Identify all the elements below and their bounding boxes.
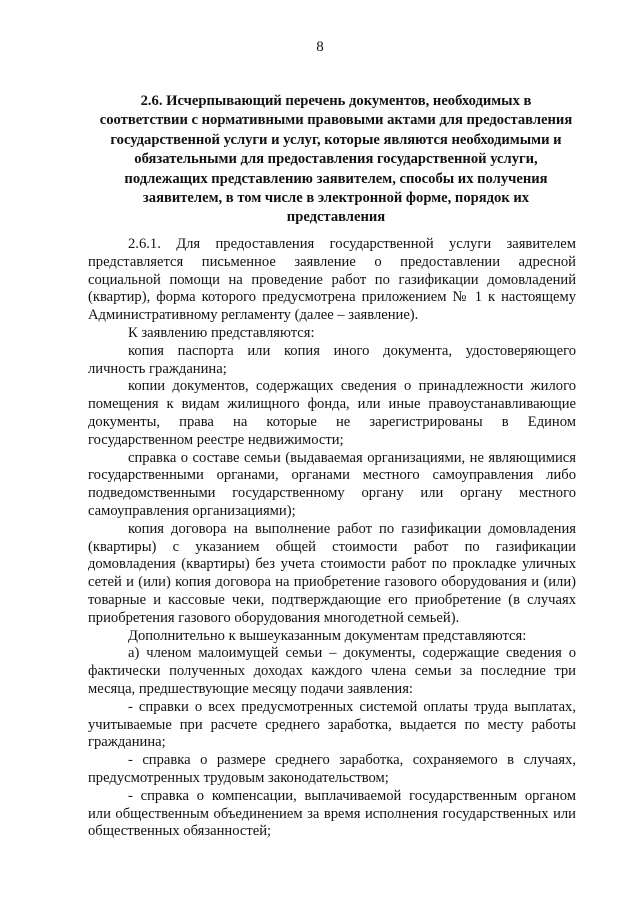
paragraph-attachments-intro: К заявлению представляются: <box>128 324 315 341</box>
page-number: 8 <box>316 39 324 55</box>
paragraph-gasification-contract: копия договора на выполнение работ по газификации домовладения (квартиры) с указанием общей стоимости работ по газификации домовладения (квартиры) без учета стоимости работ по прокладке уличных сетей и (или) копия договора на приобретение газового оборудования и (или) товарные и кассовые чеки, подтверждающие его приобретение (в случаях приобретения газового оборудования многодетной семьей). <box>88 520 576 626</box>
section-body <box>88 236 576 841</box>
paragraph-low-income-family: а) членом малоимущей семьи – документы, содержащие сведения о фактически полученных доходах каждого члена семьи за последние три месяца, предшествующие месяцу подачи заявления: <box>88 645 576 697</box>
paragraph-average-salary: - справка о размере среднего заработка, сохраняемого в случаях, предусмотренных трудовым законодательством; <box>88 752 576 786</box>
paragraph-salary-certificates: - справки о всех предусмотренных системой оплаты труда выплатах, учитываемые при расчете среднего заработка, выдается по месту работы гражданина; <box>88 698 576 751</box>
paragraph-2-6-1: 2.6.1. Для предоставления государственной услуги заявителем представляется письменное заявление о предоставлении адресной социальной помощи на проведение работ по газификации домовладений (квартир), форма которого предусмотрена приложением № 1 к настоящему Административному регламенту (далее – заявление). <box>88 236 576 324</box>
paragraph-housing-documents: копии документов, содержащих сведения о принадлежности жилого помещения к видам жилищного фонда, или иные правоустанавливающие документы, права на которые не зарегистрированы в Едином государственном реестре недвижимости; <box>88 378 576 448</box>
paragraph-passport-copy: копия паспорта или копия иного документа, удостоверяющего личность гражданина; <box>88 342 576 377</box>
paragraph-family-certificate: справка о составе семьи (выдаваемая организациями, не являющимися государственными органами, органами местного самоуправления либо подведомственными государственному органу или органу местного самоуправления организациями); <box>88 449 576 519</box>
paragraph-compensation: - справка о компенсации, выплачиваемой государственным органом или общественным объединением за время исполнения государственных или общественных обязанностей; <box>88 787 576 840</box>
paragraph-additional-intro: Дополнительно к вышеуказанным документам представляются: <box>128 627 527 644</box>
section-heading: 2.6. Исчерпывающий перечень документов, необходимых в соответствии с нормативными правовыми актами для предоставления государственной услуги и услуг, которые являются необходимыми и обязательными для предоставления государственной услуги, подлежащих представлению заявителем, способы их получения заявителем, в том числе в электронной форме, порядок их представления <box>99 93 573 226</box>
